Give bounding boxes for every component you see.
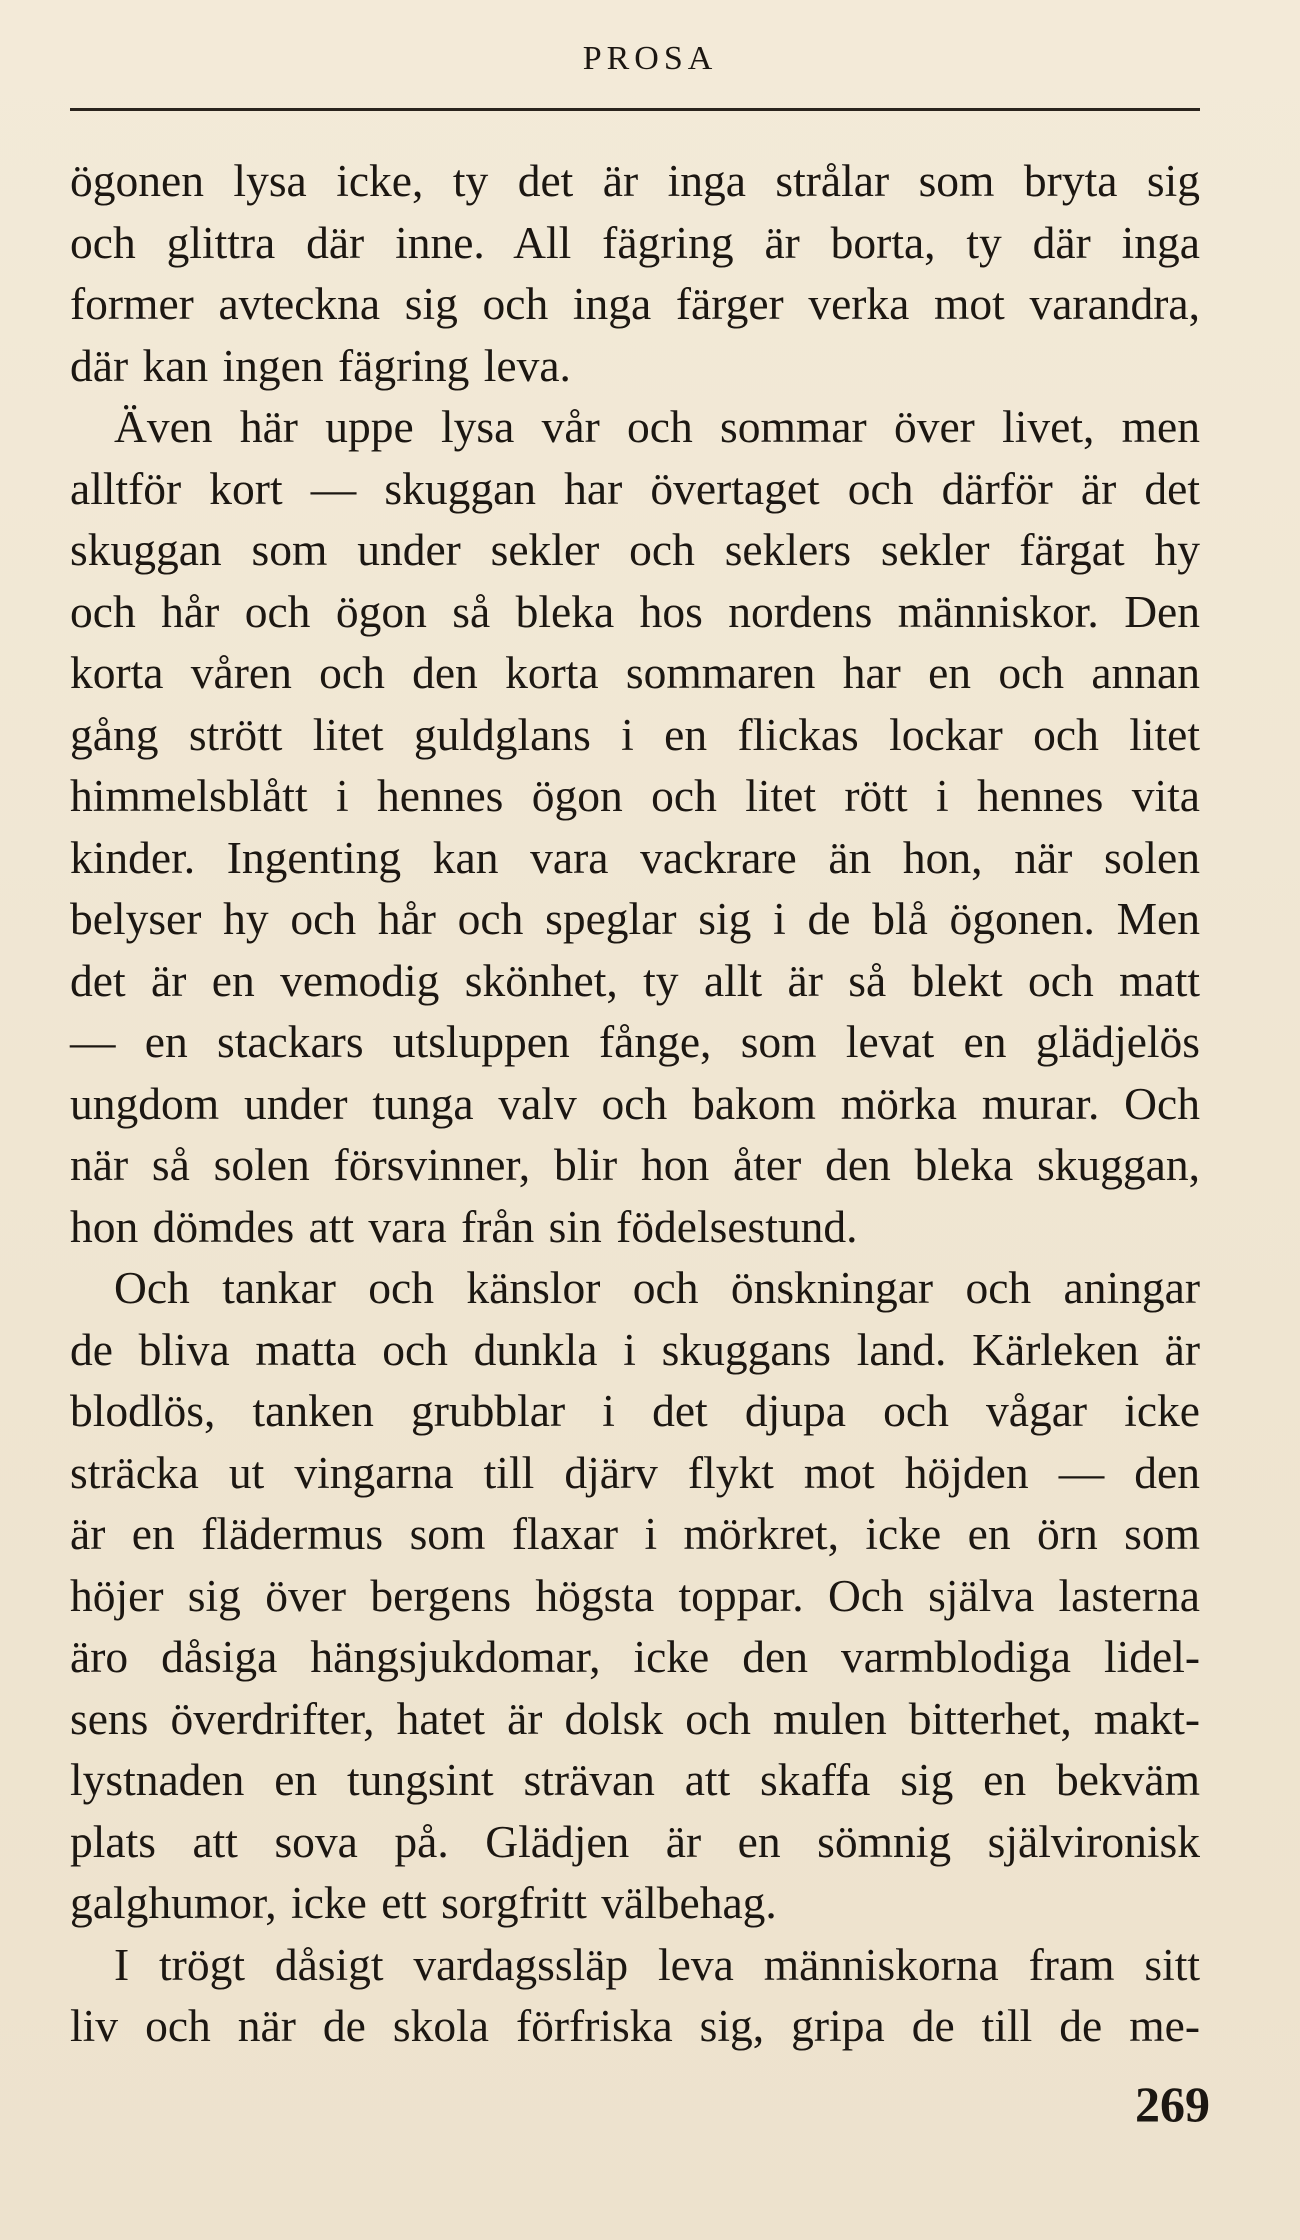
text-line: belyser hy och hår och speglar sig i de blå ögonen. Men — [70, 893, 1200, 944]
text-line: skuggan som under sekler och seklers sekler färgat hy — [70, 524, 1200, 575]
text-line: och hår och ögon så bleka hos nordens människor. Den — [70, 585, 1200, 637]
text-line: är en flädermus som flaxar i mörkret, icke en örn som — [70, 1508, 1200, 1559]
text-line: de bliva matta och dunkla i skuggans land. Kärleken är — [70, 1323, 1200, 1375]
text-line: hon dömdes att vara från sin födelsestund. — [70, 1200, 858, 1252]
text-line: ungdom under tunga valv och bakom mörka murar. Och — [70, 1077, 1200, 1129]
text-line: lystnaden en tungsint strävan att skaffa sig en bekväm — [70, 1754, 1200, 1805]
text-line: himmelsblått i hennes ögon och litet rött i hennes vita — [70, 770, 1200, 821]
text-line: ögonen lysa icke, ty det är inga strålar som bryta sig — [70, 155, 1200, 206]
text-line: liv och när de skola förfriska sig, gripa de till de me- — [70, 2000, 1200, 2051]
text-line: blodlös, tanken grubblar i det djupa och vågar icke — [70, 1385, 1200, 1436]
text-line: när så solen försvinner, blir hon åter den bleka skuggan, — [70, 1139, 1200, 1190]
text-line: I trögt dåsigt vardagssläp leva människorna fram sitt — [114, 1938, 1200, 1990]
text-line: alltför kort — skuggan har övertaget och därför är det — [70, 462, 1200, 514]
page-number: 269 — [1135, 2076, 1210, 2132]
text-line: sträcka ut vingarna till djärv flykt mot höjden — den — [70, 1446, 1200, 1498]
running-title: PROSA — [582, 40, 718, 77]
text-line: Och tankar och känslor och önskningar och aningar — [114, 1262, 1200, 1313]
text-line: former avteckna sig och inga färger verka mot varandra, — [70, 278, 1200, 329]
text-line: galghumor, icke ett sorgfritt välbehag. — [70, 1877, 777, 1928]
body-text — [70, 150, 1200, 2057]
text-line: korta våren och den korta sommaren har en och annan — [70, 647, 1200, 698]
text-line: Även här uppe lysa vår och sommar över livet, men — [114, 401, 1200, 452]
text-line: det är en vemodig skönhet, ty allt är så blekt och matt — [70, 954, 1200, 1006]
text-line: äro dåsiga hängsjukdomar, icke den varmblodiga lidel- — [70, 1631, 1200, 1682]
text-line: och glittra där inne. All fägring är borta, ty där inga — [70, 216, 1200, 268]
text-line: gång strött litet guldglans i en flickas lockar och litet — [70, 708, 1200, 760]
text-line: där kan ingen fägring leva. — [70, 339, 571, 391]
text-line: — en stackars utsluppen fånge, som levat en glädjelös — [70, 1016, 1200, 1067]
header-rule — [70, 108, 1200, 111]
text-line: kinder. Ingenting kan vara vackrare än hon, när solen — [70, 831, 1200, 883]
text-line: plats att sova på. Glädjen är en sömnig självironisk — [70, 1815, 1200, 1867]
text-line: sens överdrifter, hatet är dolsk och mulen bitterhet, makt- — [70, 1692, 1200, 1744]
text-line: höjer sig över bergens högsta toppar. Och själva lasterna — [70, 1569, 1200, 1621]
